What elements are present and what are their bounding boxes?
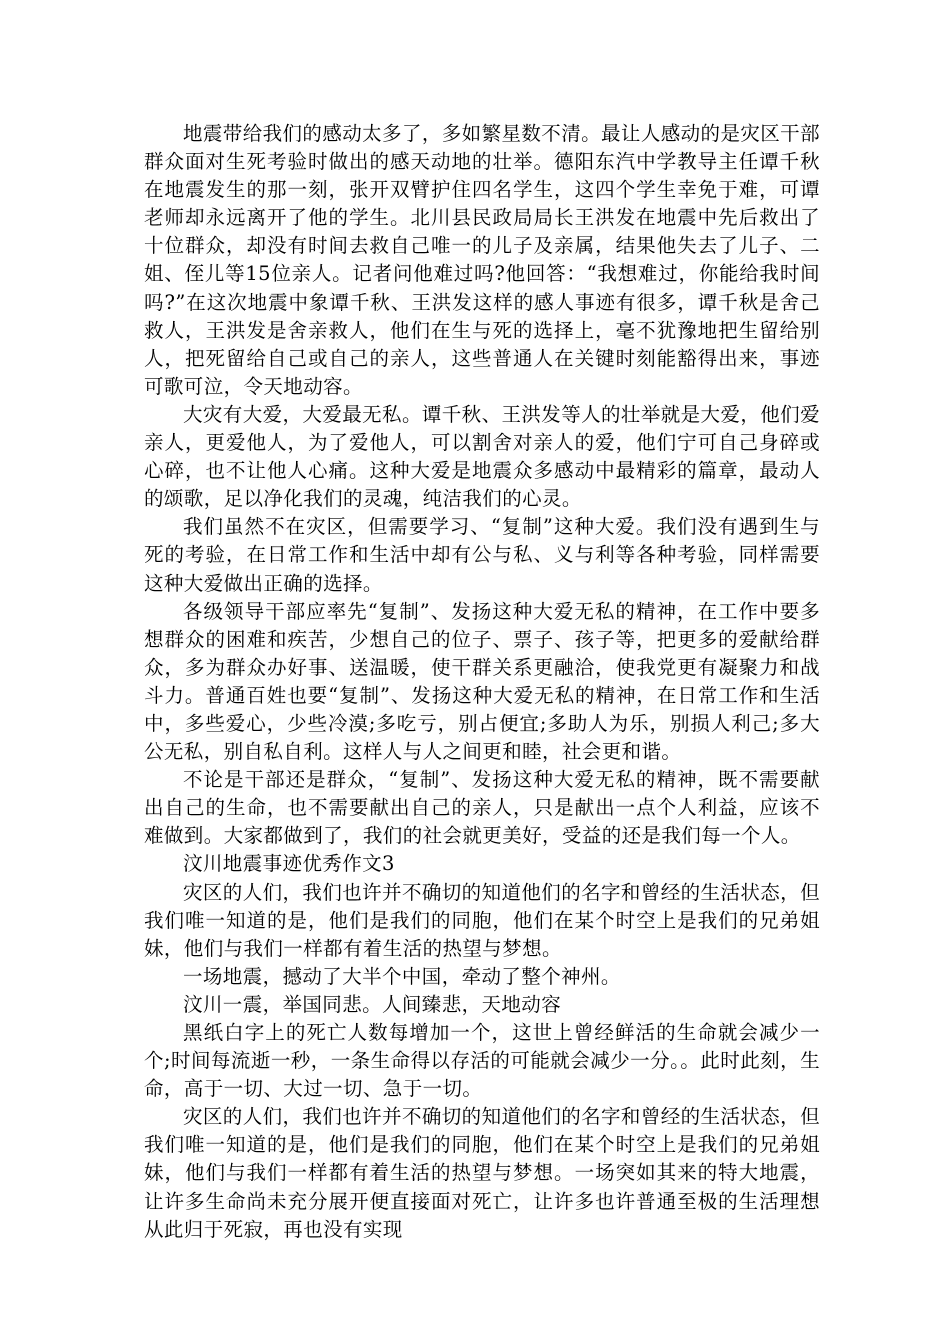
section-title: 汶川地震事迹优秀作文3 xyxy=(183,852,395,876)
paragraph-7: 一场地震，撼动了大半个中国，牵动了整个神州。 xyxy=(183,964,621,988)
paragraph-6: 灾区的人们，我们也许并不确切的知道他们的名字和曾经的生活状态，但我们唯一知道的是，他们是我们的同胞，他们在某个时空上是我们的兄弟姐妹，他们与我们一样都有着生活的热望与梦想。 xyxy=(144,880,820,960)
paragraph-2: 大灾有大爱，大爱最无私。谭千秋、王洪发等人的壮举就是大爱，他们爱亲人，更爱他人，为了爱他人，可以割舍对亲人的爱，他们宁可自己身碎或心碎，也不让他人心痛。这种大爱是地震众多感动中最精彩的篇章，最动人的颂歌，足以净化我们的灵魂，纯洁我们的心灵。 xyxy=(144,402,820,511)
paragraph-8: 汶川一震，举国同悲。人间臻悲，天地动容 xyxy=(183,992,562,1016)
document-body xyxy=(144,120,820,1244)
paragraph-1: 地震带给我们的感动太多了，多如繁星数不清。最让人感动的是灾区干部群众面对生死考验时做出的感天动地的壮举。德阳东汽中学教导主任谭千秋在地震发生的那一刻，张开双臂护住四名学生，这四个学生幸免于难，可谭老师却永远离开了他的学生。北川县民政局局长王洪发在地震中先后救出了十位群众，却没有时间去救自己唯一的儿子及亲属，结果他失去了儿子、二姐、侄儿等15位亲人。记者问他难过吗?他回答：“我想难过，你能给我时间吗?”在这次地震中象谭千秋、王洪发这样的感人事迹有很多，谭千秋是舍己救人，王洪发是舍亲救人，他们在生与死的选择上，毫不犹豫地把生留给别人，把死留给自己或自己的亲人，这些普通人在关键时刻能豁得出来，事迹可歌可泣，令天地动容。 xyxy=(144,122,820,398)
paragraph-9: 黑纸白字上的死亡人数每增加一个，这世上曾经鲜活的生命就会减少一个;时间每流逝一秒，一条生命得以存活的可能就会减少一分。。此时此刻，生命，高于一切、大过一切、急于一切。 xyxy=(144,1021,820,1101)
paragraph-10: 灾区的人们，我们也许并不确切的知道他们的名字和曾经的生活状态，但我们唯一知道的是，他们是我们的同胞，他们在某个时空上是我们的兄弟姐妹，他们与我们一样都有着生活的热望与梦想。一场突如其来的特大地震，让许多生命尚未充分展开便直接面对死亡，让许多也许普通至极的生活理想从此归于死寂，再也没有实现 xyxy=(144,1105,820,1241)
paragraph-4: 各级领导干部应率先“复制”、发扬这种大爱无私的精神，在工作中要多想群众的困难和疾苦，少想自己的位子、票子、孩子等，把更多的爱献给群众，多为群众办好事、送温暖，使干群关系更融洽，使我党更有凝聚力和战斗力。普通百姓也要“复制”、发扬这种大爱无私的精神，在日常工作和生活中，多些爱心，少些冷漠;多吃亏，别占便宜;多助人为乐，别损人利己;多大公无私，别自私自利。这样人与人之间更和睦，社会更和谐。 xyxy=(144,599,820,764)
paragraph-5: 不论是干部还是群众，“复制”、发扬这种大爱无私的精神，既不需要献出自己的生命，也不需要献出自己的亲人，只是献出一点个人利益，应该不难做到。大家都做到了，我们的社会就更美好，受益的还是我们每一个人。 xyxy=(144,768,820,848)
paragraph-3: 我们虽然不在灾区，但需要学习、“复制”这种大爱。我们没有遇到生与死的考验，在日常工作和生活中却有公与私、义与利等各种考验，同样需要这种大爱做出正确的选择。 xyxy=(144,515,820,595)
